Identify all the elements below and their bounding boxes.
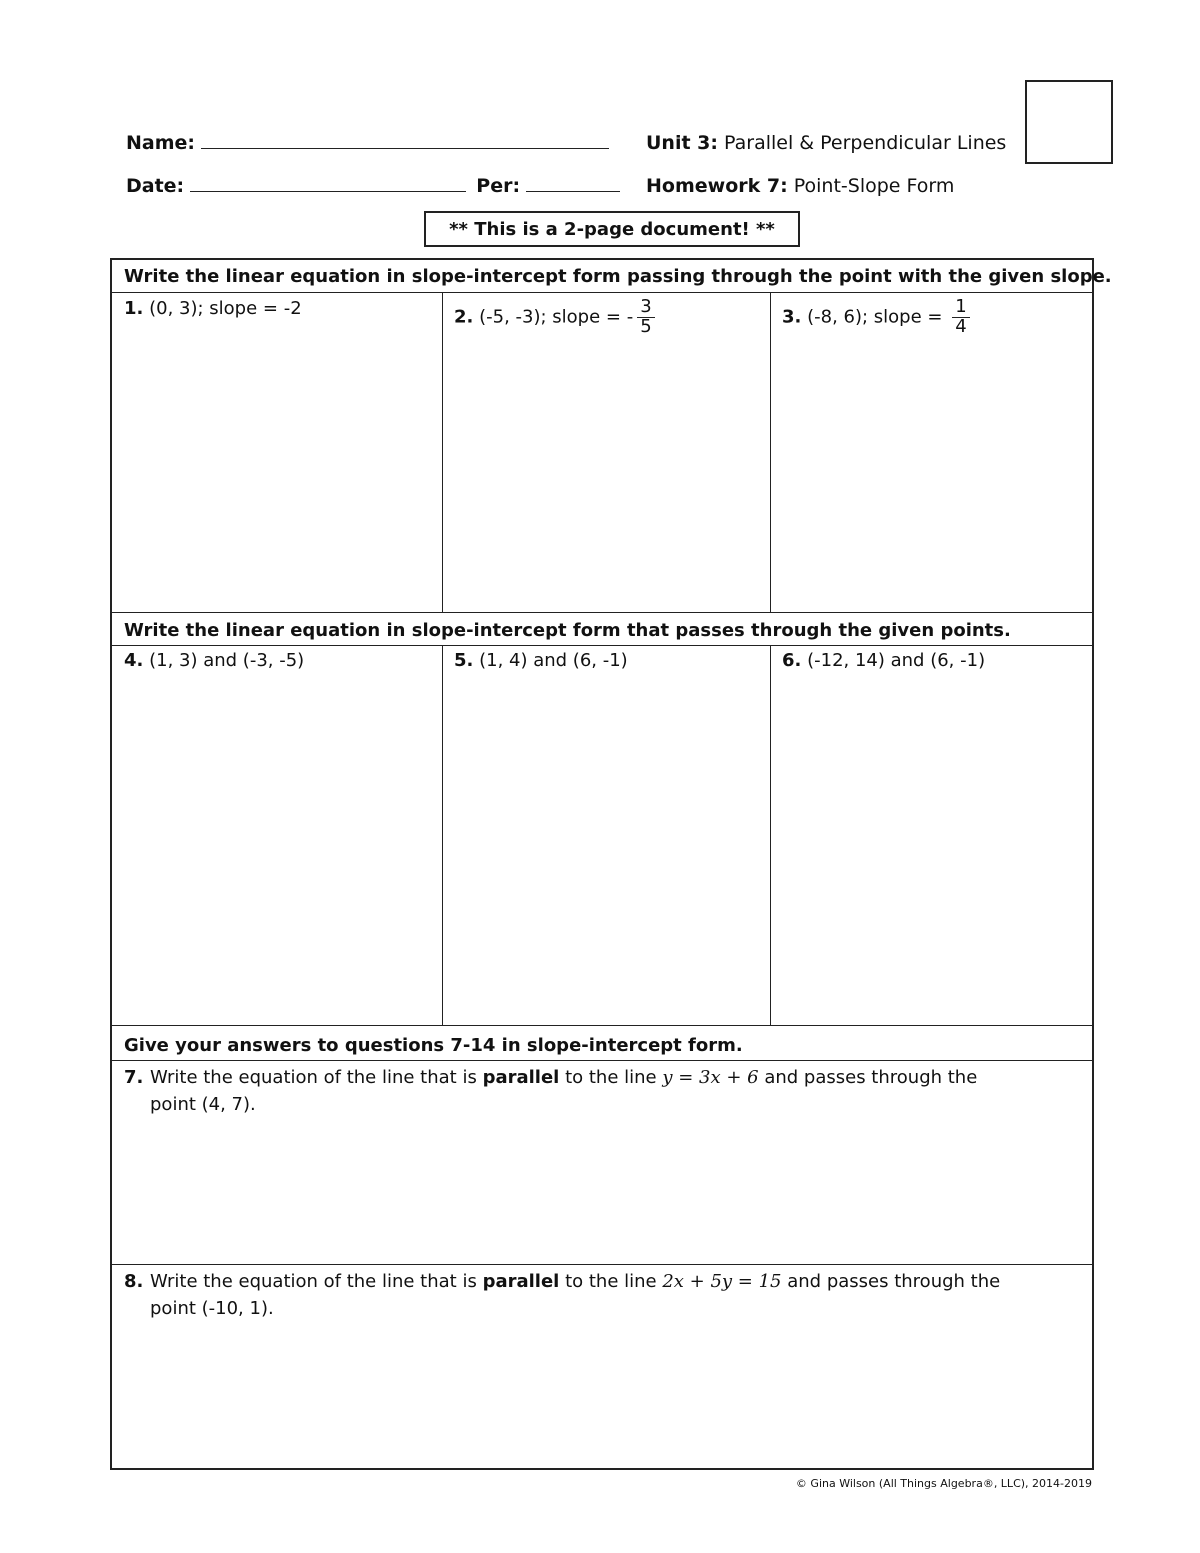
homework-title: Point-Slope Form [793, 175, 955, 197]
date-label: Date: [126, 175, 185, 197]
two-page-notice: ** This is a 2-page document! ** [424, 211, 800, 247]
problem-2: 2. (-5, -3); slope = - $\frac{3}{5}$ [454, 298, 655, 337]
worksheet [110, 258, 1112, 1470]
name-label: Name: [126, 132, 196, 154]
date-field[interactable] [126, 175, 620, 197]
unit-title: Parallel & Perpendicular Lines [724, 132, 1007, 154]
problem-1: 1. (0, 3); slope = -2 [124, 298, 302, 319]
slope-fraction: $\frac{3}{5}$ [637, 298, 654, 337]
problem-4: 4. (1, 3) and (-3, -5) [124, 650, 305, 671]
problem-5: 5. (1, 4) and (6, -1) [454, 650, 628, 671]
name-field[interactable] [126, 132, 609, 154]
problem-3: 3. (-8, 6); slope = $\frac{1}{4}$ [782, 298, 970, 337]
homework-label: Homework 7: [646, 175, 788, 197]
homework-heading [646, 175, 954, 197]
unit-heading [646, 132, 1006, 154]
date-blank[interactable] [190, 177, 466, 192]
section2-instruction: Write the linear equation in slope-intercept form that passes through the given points. [124, 620, 1011, 641]
problem-7: 7. Write the equation of the line that is parallel to the line y = 3x + 6 and passes through the point (4, 7). [124, 1067, 978, 1115]
section3-instruction: Give your answers to questions 7-14 in slope-intercept form. [124, 1035, 743, 1056]
per-blank[interactable] [526, 177, 620, 192]
slope-fraction: $\frac{1}{4}$ [952, 298, 969, 337]
per-label: Per: [476, 175, 521, 197]
copyright-footer: © Gina Wilson (All Things Algebra®, LLC), 2014-2019 [795, 1477, 1092, 1490]
problem-6: 6. (-12, 14) and (6, -1) [782, 650, 986, 671]
name-blank[interactable] [201, 134, 609, 149]
unit-label: Unit 3: [646, 132, 718, 154]
problem-8: 8. Write the equation of the line that is parallel to the line 2x + 5y = 15 and passes through the point (-10, 1). [124, 1271, 1001, 1319]
section1-instruction: Write the linear equation in slope-intercept form passing through the point with the given slope. [124, 266, 1112, 287]
score-box[interactable] [1025, 80, 1113, 164]
